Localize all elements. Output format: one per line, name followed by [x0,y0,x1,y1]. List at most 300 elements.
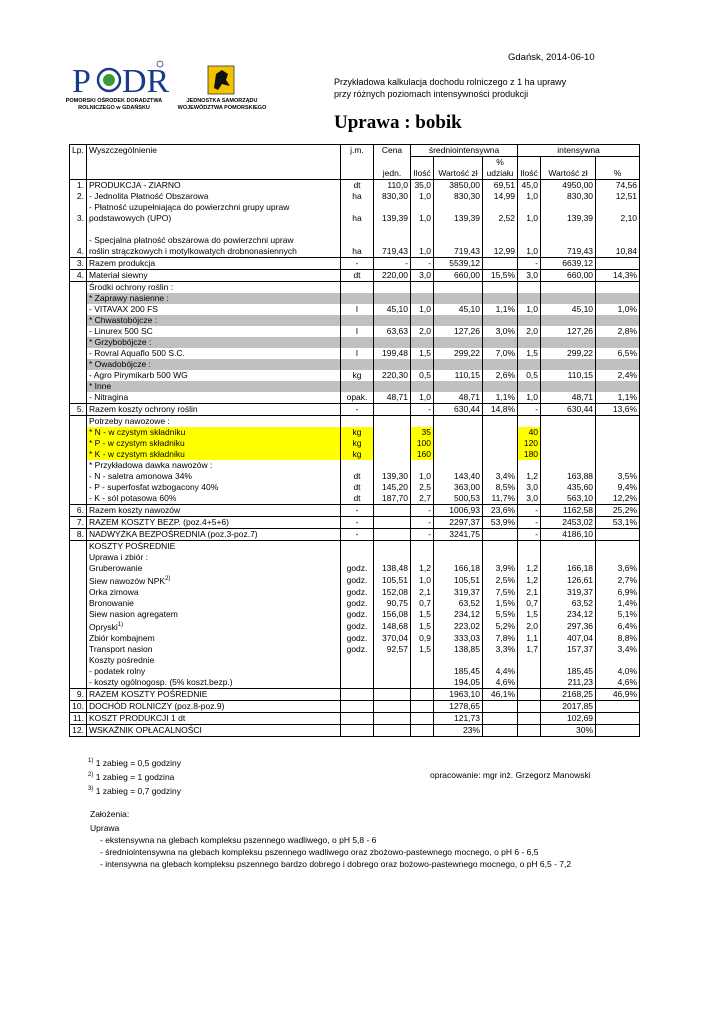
cell-s1: 1,1% [483,304,518,315]
cell-q2: 1,0 [518,304,541,315]
cell-q1: 160 [411,449,434,460]
cell-v2 [541,337,596,348]
cell-q2: 0,7 [518,598,541,609]
cell-name: - Agro Pirymikarb 500 WG [87,370,341,381]
cell-q2: 1,2 [518,471,541,482]
cell-v1: 127,26 [434,326,483,337]
cell-lp [70,381,87,392]
cell-jm: godz. [341,598,374,609]
cell-v2 [541,552,596,563]
cell-q1 [411,541,434,553]
cell-s1: 4,4% [483,666,518,677]
cell-q2: 1,2 [518,563,541,574]
cell-s2 [596,293,640,304]
cell-v1: 166,18 [434,563,483,574]
subtitle-line-1: Przykładowa kalkulacja dochodu rolniczego z 1 ha uprawy [334,77,567,87]
cell-name: Siew nawozów NPK$^{2)}$ [87,574,341,587]
cell-lp [70,293,87,304]
cell-v2 [541,438,596,449]
cell-q1: 0,7 [411,598,434,609]
cell-s1: 1,1% [483,392,518,404]
cell-q2: 3,0 [518,270,541,282]
cell-lp [70,482,87,493]
header-share-word-1: udziału [483,168,518,180]
cell-q2: 40 [518,427,541,438]
cell-q1: - [411,258,434,270]
cell-q1: 1,0 [411,191,434,202]
cell-q2: 1,0 [518,191,541,202]
cell-q2 [518,712,541,724]
cell-v1: 105,51 [434,574,483,587]
cell-price [374,712,411,724]
cell-s1: 3,4% [483,471,518,482]
cell-jm: opak. [341,392,374,404]
table-row [70,381,640,392]
cell-name: * K - w czystym składniku [87,449,341,460]
cell-jm [341,416,374,428]
cell-v1: 138,85 [434,644,483,655]
cell-s1 [483,427,518,438]
cell-name: Siew nasion agregatem [87,609,341,620]
cell-name: * Przykładowa dawka nawozów : [87,460,341,471]
cell-s2 [596,235,640,246]
cell-price [374,293,411,304]
cell-name: - podatek rolny [87,666,341,677]
cell-price: 138,48 [374,563,411,574]
cell-v1: 1006,93 [434,505,483,517]
cell-q2 [518,688,541,700]
cell-lp [70,315,87,326]
cell-v1: 110,15 [434,370,483,381]
cell-name: Potrzeby nawozowe : [87,416,341,428]
cell-price: 156,08 [374,609,411,620]
cell-v2 [541,359,596,370]
cell-q1: 1,0 [411,213,434,224]
cell-jm [341,712,374,724]
table-row [70,644,640,655]
cell-jm: dt [341,270,374,282]
cell-q1 [411,337,434,348]
cell-q2 [518,541,541,553]
cell-v1: 1278,65 [434,700,483,712]
cell-lp [70,609,87,620]
cell-price [374,666,411,677]
cell-s2 [596,258,640,270]
table-row [70,180,640,192]
header-group-intensive: intensywna [518,145,640,157]
cell-q1: 1,0 [411,304,434,315]
cell-q1: - [411,517,434,529]
cell-q1 [411,677,434,689]
cell-jm: kg [341,427,374,438]
table-row [70,633,640,644]
cell-s1 [483,202,518,213]
cell-s1 [483,438,518,449]
cell-s1: 2,6% [483,370,518,381]
table-row [70,460,640,471]
cell-v1 [434,427,483,438]
cell-v1: 3241,75 [434,529,483,541]
cell-lp [70,633,87,644]
cell-name: NADWYŻKA BEZPOŚREDNIA (poz.3-poz.7) [87,529,341,541]
cell-jm [341,359,374,370]
table-row [70,224,640,235]
cell-q1 [411,460,434,471]
cell-name: Transport nasion [87,644,341,655]
cell-v1 [434,224,483,235]
cell-q1: 1,5 [411,644,434,655]
cell-s2: 46,9% [596,688,640,700]
cell-v1: 5539,12 [434,258,483,270]
cell-s1: 8,5% [483,482,518,493]
cell-name: KOSZTY POŚREDNIE [87,541,341,553]
cell-v1: 23% [434,724,483,736]
cell-name: KOSZT PRODUKCJI 1 dt [87,712,341,724]
cell-v2 [541,293,596,304]
cell-s2: 6,9% [596,587,640,598]
cell-s2: 6,5% [596,348,640,359]
cell-s2: 4,0% [596,666,640,677]
cell-v1: 194,05 [434,677,483,689]
cell-q2: 120 [518,438,541,449]
cell-jm: dt [341,180,374,192]
header-group-medium: średniointensywna [411,145,518,157]
cell-lp [70,449,87,460]
cell-s2: 1,1% [596,392,640,404]
cell-lp: 6. [70,505,87,517]
cell-v1: 121,73 [434,712,483,724]
cell-name: DOCHÓD ROLNICZY (poz.8-poz.9) [87,700,341,712]
cell-lp: 10. [70,700,87,712]
cell-name: Orka zimowa [87,587,341,598]
cell-v2: 299,22 [541,348,596,359]
table-row [70,270,640,282]
cell-name: PRODUKCJA - ZIARNO [87,180,341,192]
cell-price: 220,30 [374,370,411,381]
cell-name [87,224,341,235]
cell-v2: 185,45 [541,666,596,677]
table-row [70,712,640,724]
cell-v2: 166,18 [541,563,596,574]
cell-q1 [411,666,434,677]
cell-s1: 4,6% [483,677,518,689]
cell-v1: 1963,10 [434,688,483,700]
cell-name: RAZEM KOSZTY BEZP. (poz.4+5+6) [87,517,341,529]
cell-jm: godz. [341,644,374,655]
cell-price: 139,30 [374,471,411,482]
cell-lp [70,471,87,482]
cell-q2 [518,224,541,235]
table-row [70,370,640,381]
cell-price: 145,20 [374,482,411,493]
cell-v1: 45,10 [434,304,483,315]
cell-s1: 14,8% [483,404,518,416]
cell-v2: 1162,58 [541,505,596,517]
cell-lp: 11. [70,712,87,724]
cell-lp [70,348,87,359]
cell-name: Razem koszty ochrony roślin [87,404,341,416]
cell-v2: 63,52 [541,598,596,609]
cell-price [374,505,411,517]
cell-q2 [518,655,541,666]
cell-jm: - [341,258,374,270]
cell-q2: 2,0 [518,620,541,633]
cell-q1: 2,1 [411,587,434,598]
table-row [70,598,640,609]
cell-price [374,460,411,471]
cell-q1: 1,5 [411,620,434,633]
cell-s2 [596,449,640,460]
cell-jm [341,293,374,304]
cell-v1: 299,22 [434,348,483,359]
svg-text:DR: DR [122,63,170,100]
cell-q2: 0,5 [518,370,541,381]
cell-price [374,416,411,428]
cell-name: Środki ochrony roślin : [87,282,341,294]
cell-lp [70,574,87,587]
table-row [70,724,640,736]
cell-s2: 74,56 [596,180,640,192]
cell-v2: 719,43 [541,246,596,258]
cell-s2: 9,4% [596,482,640,493]
cell-v2: 30% [541,724,596,736]
cell-jm: kg [341,449,374,460]
cell-q1 [411,282,434,294]
table-row [70,438,640,449]
cell-s2 [596,282,640,294]
cell-s1: 69,51 [483,180,518,192]
cell-v2 [541,381,596,392]
cell-jm: l [341,304,374,315]
cell-jm: ha [341,191,374,202]
cell-name: * P - w czystym składniku [87,438,341,449]
cell-q1: 1,5 [411,609,434,620]
cell-s1 [483,282,518,294]
cell-name: * Inne [87,381,341,392]
cell-q2: 180 [518,449,541,460]
table-row [70,304,640,315]
cell-q1: - [411,505,434,517]
header-value-1: Wartość zł [434,168,483,180]
table-row [70,505,640,517]
cell-jm: dt [341,482,374,493]
cell-v1 [434,552,483,563]
cell-q1 [411,655,434,666]
cell-price: 105,51 [374,574,411,587]
cell-q2: 1,7 [518,644,541,655]
cell-price [374,427,411,438]
cell-jm: godz. [341,563,374,574]
table-row [70,574,640,587]
table-row [70,359,640,370]
cell-s1 [483,224,518,235]
cell-lp: 7. [70,517,87,529]
table-row [70,620,640,633]
cell-lp [70,202,87,213]
cell-s1 [483,235,518,246]
cell-q2: 3,0 [518,493,541,505]
cell-s1: 2,5% [483,574,518,587]
cell-q1: - [411,404,434,416]
cell-s1 [483,315,518,326]
table-row [70,258,640,270]
cell-jm: dt [341,493,374,505]
cell-s1 [483,541,518,553]
cell-name: * N - w czystym składniku [87,427,341,438]
cell-price [374,224,411,235]
table-row [70,392,640,404]
cell-price [374,404,411,416]
table-row [70,282,640,294]
cell-q1 [411,359,434,370]
assumption-intensive: - intensywna na glebach kompleksu pszennego bardzo dobrego i dobrego oraz bożowo-pastewnego mocnego, o pH 6,5 - 7,2 [100,859,572,869]
table-row [70,677,640,689]
footnotes [88,755,181,796]
cell-jm: godz. [341,633,374,644]
cell-v2: 563,10 [541,493,596,505]
cell-v2: 2453,02 [541,517,596,529]
cell-s1: 1,5% [483,598,518,609]
cell-v1 [434,235,483,246]
cell-price [374,438,411,449]
footnote-3: $^{3)}$ 1 zabieg = 0,7 godziny [88,785,182,796]
cell-name: Koszty pośrednie [87,655,341,666]
cell-s1: 7,5% [483,587,518,598]
table-row [70,541,640,553]
cell-s2 [596,381,640,392]
cell-jm [341,202,374,213]
cell-v2: 211,23 [541,677,596,689]
cell-lp [70,493,87,505]
document-date: Gdańsk, 2014-06-10 [508,52,595,63]
cell-q2 [518,700,541,712]
cell-jm: kg [341,438,374,449]
header-value-2: Wartość zł [541,168,596,180]
footnote-2: $^{2)}$ 1 zabieg = 1 godzina [88,771,175,782]
cell-q2: 45,0 [518,180,541,192]
cell-v2: 6639,12 [541,258,596,270]
cell-v1: 363,00 [434,482,483,493]
cell-name: - Jednolita Płatność Obszarowa [87,191,341,202]
cell-v2: 407,04 [541,633,596,644]
table-row [70,404,640,416]
cell-q1: 35,0 [411,180,434,192]
cell-v1: 234,12 [434,609,483,620]
cell-price: 152,08 [374,587,411,598]
cell-name: Bronowanie [87,598,341,609]
header-price-unit: jedn. [374,168,411,180]
cell-q2: 2,1 [518,587,541,598]
cell-v1 [434,541,483,553]
cell-s2 [596,416,640,428]
cell-s1: 14,99 [483,191,518,202]
cell-v1 [434,293,483,304]
cell-v2: 48,71 [541,392,596,404]
cell-v2 [541,224,596,235]
cell-price [374,552,411,563]
podr-logo [64,60,170,126]
cell-s2 [596,724,640,736]
cell-lp [70,370,87,381]
table-row [70,666,640,677]
cell-q2: 3,0 [518,482,541,493]
cell-jm: l [341,326,374,337]
cell-lp: 3. [70,258,87,270]
cell-price: 830,30 [374,191,411,202]
cell-s2: 25,2% [596,505,640,517]
cell-s2: 12,51 [596,191,640,202]
cell-s1 [483,381,518,392]
cell-jm: godz. [341,620,374,633]
cell-jm: - [341,404,374,416]
cell-name: roślin strączkowych i motylkowatych drobnonasiennych [87,246,341,258]
cell-s1: 3,3% [483,644,518,655]
cell-price [374,202,411,213]
cell-s1 [483,460,518,471]
author-credit: opracowanie: mgr inż. Grzegorz Manowski [430,770,591,780]
table-row [70,482,640,493]
cell-v2: 2168,25 [541,688,596,700]
cell-s2: 13,6% [596,404,640,416]
cell-s1 [483,258,518,270]
cell-price [374,315,411,326]
cell-lp [70,587,87,598]
cell-price [374,724,411,736]
cell-s1: 23,6% [483,505,518,517]
cell-q2 [518,315,541,326]
table-row [70,213,640,224]
cell-q1: 35 [411,427,434,438]
cell-s2 [596,438,640,449]
cell-price: 187,70 [374,493,411,505]
cell-v2: 297,36 [541,620,596,633]
cell-name: * Chwastobójcze : [87,315,341,326]
cell-lp: 4. [70,246,87,258]
cell-jm: godz. [341,609,374,620]
cell-lp [70,598,87,609]
table-row [70,471,640,482]
cell-lp [70,666,87,677]
table-row [70,493,640,505]
cell-s2: 14,3% [596,270,640,282]
cell-price [374,381,411,392]
cell-s2: 53,1% [596,517,640,529]
cell-lp [70,326,87,337]
cell-name: - koszty ogólnogosp. (5% koszt.bezp.) [87,677,341,689]
cell-q2 [518,293,541,304]
cell-jm: - [341,529,374,541]
cell-lp [70,438,87,449]
header-share-pct-1: % [483,157,518,169]
cell-v2: 102,69 [541,712,596,724]
cell-s2 [596,541,640,553]
cell-s1: 7,0% [483,348,518,359]
voivodeship-logo-text: JEDNOSTKA SAMORZĄDU WOJEWÓDZTWA POMORSKIEGO [177,98,267,111]
cell-lp: 8. [70,529,87,541]
cell-v2: 630,44 [541,404,596,416]
cell-q1: 2,7 [411,493,434,505]
header-name: Wyszczególnienie [87,145,341,180]
cell-name: Opryski$^{1)}$ [87,620,341,633]
cell-v2: 139,39 [541,213,596,224]
table-row [70,191,640,202]
table-row [70,427,640,438]
cell-price: 199,48 [374,348,411,359]
cell-lp [70,460,87,471]
podr-letters: P [72,63,91,100]
cell-name: Razem koszty nawozów [87,505,341,517]
cell-name: Zbiór kombajnem [87,633,341,644]
